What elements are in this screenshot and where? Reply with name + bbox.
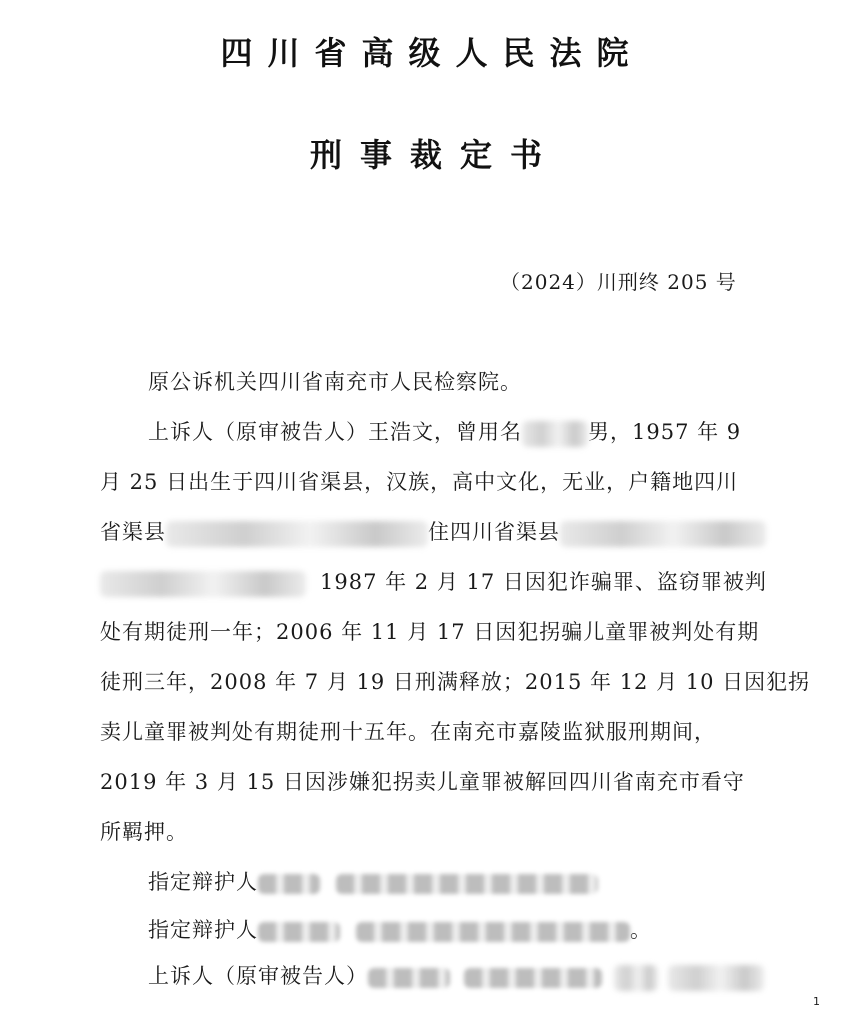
redacted-block [464,968,602,988]
redacted-block [356,922,630,942]
appellant-gender-text: 男，1957 年 9 [588,420,742,444]
case-number: （2024）川刑终 205 号 [500,270,737,294]
redacted-block [100,571,306,597]
criminal-record-line-5: 2019 年 3 月 15 日因涉嫌犯拐卖儿童罪被解回四川省南充市看守 [100,770,745,794]
residence-text: 住四川省渠县 [428,520,560,544]
appellant-birth-line: 月 25 日出生于四川省渠县，汉族，高中文化，无业，户籍地四川 [100,470,739,494]
defender-period: 。 [630,918,652,942]
appellant-address-line [100,518,766,547]
redacted-block [522,421,588,447]
defender-label: 指定辩护人 [148,870,258,894]
appellant-repeat-line [148,962,764,991]
page-number: 1 [813,995,820,1008]
court-name: 四川省高级人民法院 [220,34,644,72]
record-text: 1987 年 2 月 17 日因犯诈骗罪、盗窃罪被判 [320,570,767,594]
appellant-label: 上诉人（原审被告人） [148,964,368,988]
redacted-block [336,874,598,894]
redacted-block [258,922,340,942]
redacted-block [560,521,766,547]
criminal-record-line-1 [100,568,767,597]
defender-line-2 [148,916,652,944]
redacted-block [368,968,450,988]
criminal-record-line-2: 处有期徒刑一年；2006 年 11 月 17 日因犯拐骗儿童罪被判处有期 [100,620,760,644]
criminal-record-line-6: 所羁押。 [100,820,188,844]
prosecutor-line: 原公诉机关四川省南充市人民检察院。 [148,370,522,394]
address-text: 省渠县 [100,520,166,544]
redacted-block [668,965,764,991]
defender-label: 指定辩护人 [148,918,258,942]
criminal-record-line-3: 徒刑三年，2008 年 7 月 19 日刑满释放；2015 年 12 月 10 日因犯拐 [100,670,811,694]
appellant-intro-line [148,418,741,447]
document-type: 刑事裁定书 [309,136,560,174]
redacted-block [258,874,320,894]
redacted-block [614,965,658,991]
defender-line-1 [148,868,598,896]
appellant-name-text: 上诉人（原审被告人）王浩文，曾用名 [148,420,522,444]
criminal-record-line-4: 卖儿童罪被判处有期徒刑十五年。在南充市嘉陵监狱服刑期间， [100,720,716,744]
redacted-block [166,521,428,547]
